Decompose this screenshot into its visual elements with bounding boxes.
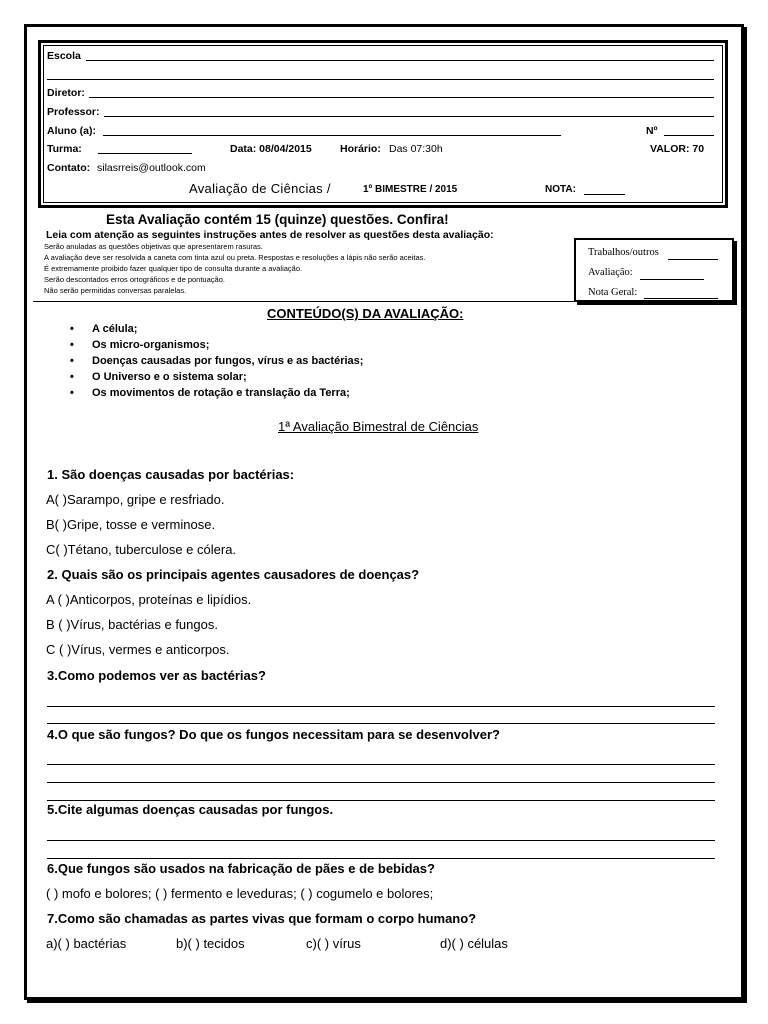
question-1: 1. São doenças causadas por bactérias: [47,467,295,482]
exam-title: 1ª Avaliação Bimestral de Ciências [278,419,479,434]
turma-label: Turma: [47,143,82,155]
data-label: Data: 08/04/2015 [230,143,312,155]
numero-label: Nº [646,125,658,137]
content-item: A célula; [92,323,138,335]
nota-label: NOTA: [545,184,576,195]
bullet-icon: • [70,323,74,335]
diretor-field[interactable] [89,97,714,98]
content-item: Os micro-organismos; [92,339,210,351]
q6-options[interactable]: ( ) mofo e bolores; ( ) fermento e leveduras; ( ) cogumelo e bolores; [46,886,434,901]
trabalhos-label: Trabalhos/outros [588,247,659,258]
content-item: Doenças causadas por fungos, vírus e as bactérias; [92,355,364,367]
q5-answer-line[interactable] [47,858,715,859]
trabalhos-field[interactable] [668,259,718,260]
turma-field[interactable] [98,153,192,154]
content-item: O Universo e o sistema solar; [92,371,247,383]
q2-option-c[interactable]: C ( )Vírus, vermes e anticorpos. [46,642,230,657]
bullet-icon: • [70,339,74,351]
avaliacao-field[interactable] [640,279,704,280]
exam-header-title: Avaliação de Ciências / [189,181,331,196]
horario-value: Das 07:30h [389,143,443,155]
professor-label: Professor: [47,106,100,118]
q2-option-a[interactable]: A ( )Anticorpos, proteínas e lipídios. [46,592,252,607]
q2-option-b[interactable]: B ( )Vírus, bactérias e fungos. [46,617,218,632]
q7-option-c[interactable]: c)( ) vírus [306,936,361,951]
q7-option-a[interactable]: a)( ) bactérias [46,936,127,951]
q1-option-c[interactable]: C( )Tétano, tuberculose e cólera. [46,542,237,557]
q4-answer-line[interactable] [47,764,715,765]
instruction-item: A avaliação deve ser resolvida a caneta com tinta azul ou preta. Respostas e resoluções a lápis não serão aceitas. [44,253,426,262]
avaliacao-label: Avaliação: [588,267,633,278]
grade-box [574,238,734,302]
q3-answer-line[interactable] [47,706,715,707]
q1-option-a[interactable]: A( )Sarampo, gripe e resfriado. [46,492,225,507]
professor-field[interactable] [104,116,714,117]
diretor-label: Diretor: [47,87,85,99]
escola-label: Escola [47,50,81,62]
question-5: 5.Cite algumas doenças causadas por fungos. [47,802,334,817]
numero-field[interactable] [664,135,714,136]
valor-label: VALOR: 70 [650,143,705,155]
horario-label: Horário: [340,143,381,155]
q7-option-b[interactable]: b)( ) tecidos [176,936,245,951]
q4-answer-line[interactable] [47,800,715,801]
content-item: Os movimentos de rotação e translação da Terra; [92,387,350,399]
aluno-label: Aluno (a): [47,125,96,137]
escola-field[interactable] [86,60,714,61]
question-7: 7.Como são chamadas as partes vivas que formam o corpo humano? [47,911,477,926]
nota-geral-label: Nota Geral: [588,287,638,298]
bullet-icon: • [70,387,74,399]
question-4: 4.O que são fungos? Do que os fungos necessitam para se desenvolver? [47,727,500,742]
nota-geral-field[interactable] [644,298,718,299]
content-title: CONTEÚDO(S) DA AVALIAÇÃO: [267,306,464,321]
instructions-subhead: Leia com atenção as seguintes instruções antes de resolver as questões desta avaliação: [46,229,494,241]
section-divider [33,301,575,302]
aluno-field[interactable] [103,135,561,136]
instructions-headline: Esta Avaliação contém 15 (quinze) questões. Confira! [106,212,449,227]
contato-label: Contato: [47,162,91,174]
q7-option-d[interactable]: d)( ) células [440,936,508,951]
instruction-item: Não serão permitidas conversas paralelas. [44,286,187,295]
instruction-item: É extremamente proibido fazer qualquer tipo de consulta durante a avaliação. [44,264,303,273]
header-box-inner [43,45,723,203]
exam-header-subtitle: 1º BIMESTRE / 2015 [363,184,458,195]
question-6: 6.Que fungos são usados na fabricação de pães e de bebidas? [47,861,435,876]
q5-answer-line[interactable] [47,840,715,841]
question-3: 3.Como podemos ver as bactérias? [47,668,266,683]
q1-option-b[interactable]: B( )Gripe, tosse e verminose. [46,517,216,532]
q3-answer-line[interactable] [47,723,715,724]
escola-field-line-2[interactable] [47,79,714,80]
nota-field[interactable] [584,194,625,195]
q4-answer-line[interactable] [47,782,715,783]
bullet-icon: • [70,355,74,367]
instruction-item: Serão descontados erros ortográficos e de pontuação. [44,275,225,284]
contato-value: silasrreis@outlook.com [97,162,206,174]
instruction-item: Serão anuladas as questões objetivas que apresentarem rasuras. [44,242,263,251]
bullet-icon: • [70,371,74,383]
question-2: 2. Quais são os principais agentes causadores de doenças? [47,567,420,582]
